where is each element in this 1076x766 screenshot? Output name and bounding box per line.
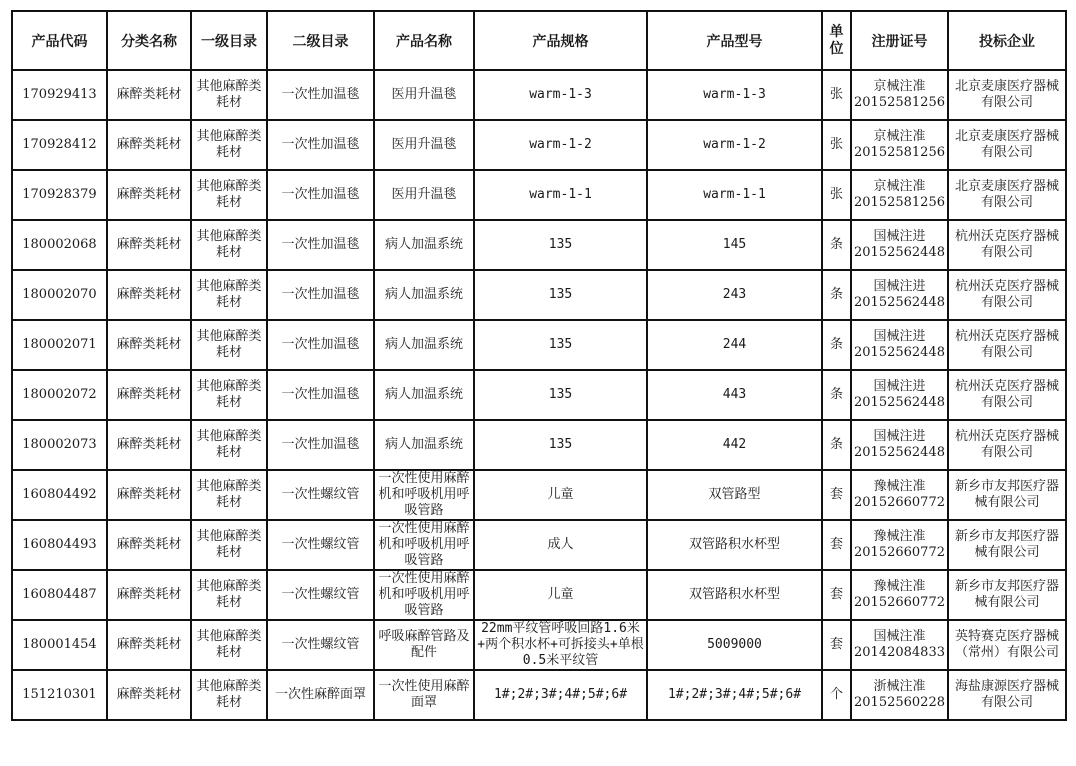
- cell-product-model: 5009000: [647, 620, 822, 670]
- cell-unit: 条: [822, 370, 851, 420]
- cell-bidding-company: 杭州沃克医疗器械有限公司: [948, 420, 1066, 470]
- column-header-level2-catalog: 二级目录: [267, 11, 374, 70]
- cell-bidding-company: 杭州沃克医疗器械有限公司: [948, 270, 1066, 320]
- table-row: [12, 370, 1066, 420]
- table-row: [12, 420, 1066, 470]
- cell-product-name: 医用升温毯: [374, 70, 474, 120]
- cell-product-spec: warm-1-3: [474, 70, 647, 120]
- cell-product-model: 1#;2#;3#;4#;5#;6#: [647, 670, 822, 720]
- cell-category-name: 麻醉类耗材: [107, 620, 191, 670]
- cell-registration-number: 浙械注准20152560228: [851, 670, 948, 720]
- cell-product-spec: 22mm平纹管呼吸回路1.6米+两个积水杯+可拆接头+单根0.5米平纹管: [474, 620, 647, 670]
- cell-bidding-company: 海盐康源医疗器械有限公司: [948, 670, 1066, 720]
- table-row: [12, 120, 1066, 170]
- cell-product-model: warm-1-3: [647, 70, 822, 120]
- cell-product-model: 243: [647, 270, 822, 320]
- cell-product-model: 244: [647, 320, 822, 370]
- cell-bidding-company: 杭州沃克医疗器械有限公司: [948, 320, 1066, 370]
- table-body: [12, 70, 1066, 720]
- cell-unit: 条: [822, 420, 851, 470]
- column-header-bidding-company: 投标企业: [948, 11, 1066, 70]
- cell-product-name: 医用升温毯: [374, 120, 474, 170]
- cell-level2-catalog: 一次性螺纹管: [267, 570, 374, 620]
- column-header-product-code: 产品代码: [12, 11, 107, 70]
- cell-level1-catalog: 其他麻醉类耗材: [191, 170, 267, 220]
- cell-level1-catalog: 其他麻醉类耗材: [191, 470, 267, 520]
- cell-product-spec: 成人: [474, 520, 647, 570]
- cell-unit: 套: [822, 620, 851, 670]
- cell-registration-number: 国械注准20142084833: [851, 620, 948, 670]
- table-row: [12, 620, 1066, 670]
- table-row: [12, 170, 1066, 220]
- cell-registration-number: 国械注进20152562448: [851, 270, 948, 320]
- cell-bidding-company: 英特赛克医疗器械（常州）有限公司: [948, 620, 1066, 670]
- cell-unit: 套: [822, 570, 851, 620]
- table-row: [12, 270, 1066, 320]
- cell-product-name: 病人加温系统: [374, 320, 474, 370]
- cell-bidding-company: 杭州沃克医疗器械有限公司: [948, 370, 1066, 420]
- cell-bidding-company: 北京麦康医疗器械有限公司: [948, 170, 1066, 220]
- header-row: [12, 11, 1066, 70]
- cell-product-code: 180002073: [12, 420, 107, 470]
- column-header-registration-number: 注册证号: [851, 11, 948, 70]
- cell-unit: 个: [822, 670, 851, 720]
- cell-level2-catalog: 一次性麻醉面罩: [267, 670, 374, 720]
- cell-level2-catalog: 一次性加温毯: [267, 270, 374, 320]
- cell-registration-number: 国械注进20152562448: [851, 420, 948, 470]
- cell-bidding-company: 北京麦康医疗器械有限公司: [948, 120, 1066, 170]
- cell-product-model: warm-1-1: [647, 170, 822, 220]
- cell-category-name: 麻醉类耗材: [107, 170, 191, 220]
- table-row: [12, 520, 1066, 570]
- cell-unit: 套: [822, 470, 851, 520]
- cell-level1-catalog: 其他麻醉类耗材: [191, 620, 267, 670]
- cell-product-code: 151210301: [12, 670, 107, 720]
- cell-bidding-company: 新乡市友邦医疗器械有限公司: [948, 470, 1066, 520]
- cell-level1-catalog: 其他麻醉类耗材: [191, 220, 267, 270]
- cell-category-name: 麻醉类耗材: [107, 470, 191, 520]
- cell-level1-catalog: 其他麻醉类耗材: [191, 70, 267, 120]
- cell-unit: 条: [822, 320, 851, 370]
- column-header-product-spec: 产品规格: [474, 11, 647, 70]
- cell-product-spec: 儿童: [474, 470, 647, 520]
- column-header-level1-catalog: 一级目录: [191, 11, 267, 70]
- cell-bidding-company: 杭州沃克医疗器械有限公司: [948, 220, 1066, 270]
- cell-registration-number: 国械注进20152562448: [851, 220, 948, 270]
- cell-category-name: 麻醉类耗材: [107, 520, 191, 570]
- cell-product-code: 160804492: [12, 470, 107, 520]
- cell-product-spec: 135: [474, 320, 647, 370]
- cell-level1-catalog: 其他麻醉类耗材: [191, 370, 267, 420]
- cell-product-name: 病人加温系统: [374, 270, 474, 320]
- cell-product-code: 180002072: [12, 370, 107, 420]
- cell-product-name: 病人加温系统: [374, 220, 474, 270]
- cell-product-model: 145: [647, 220, 822, 270]
- product-table: [11, 10, 1067, 721]
- cell-category-name: 麻醉类耗材: [107, 370, 191, 420]
- cell-product-spec: 1#;2#;3#;4#;5#;6#: [474, 670, 647, 720]
- cell-product-spec: warm-1-1: [474, 170, 647, 220]
- cell-product-model: 442: [647, 420, 822, 470]
- cell-product-name: 一次性使用麻醉机和呼吸机用呼吸管路: [374, 470, 474, 520]
- cell-category-name: 麻醉类耗材: [107, 570, 191, 620]
- cell-level2-catalog: 一次性加温毯: [267, 170, 374, 220]
- cell-product-code: 180002070: [12, 270, 107, 320]
- cell-product-name: 一次性使用麻醉机和呼吸机用呼吸管路: [374, 570, 474, 620]
- cell-category-name: 麻醉类耗材: [107, 70, 191, 120]
- cell-registration-number: 京械注准20152581256: [851, 120, 948, 170]
- cell-bidding-company: 新乡市友邦医疗器械有限公司: [948, 520, 1066, 570]
- cell-unit: 条: [822, 270, 851, 320]
- cell-product-name: 一次性使用麻醉面罩: [374, 670, 474, 720]
- table-row: [12, 320, 1066, 370]
- cell-category-name: 麻醉类耗材: [107, 320, 191, 370]
- cell-product-spec: 135: [474, 420, 647, 470]
- cell-product-spec: 儿童: [474, 570, 647, 620]
- cell-product-model: warm-1-2: [647, 120, 822, 170]
- cell-level2-catalog: 一次性加温毯: [267, 420, 374, 470]
- cell-level2-catalog: 一次性加温毯: [267, 120, 374, 170]
- column-header-product-model: 产品型号: [647, 11, 822, 70]
- cell-registration-number: 国械注进20152562448: [851, 320, 948, 370]
- cell-product-name: 病人加温系统: [374, 370, 474, 420]
- cell-level1-catalog: 其他麻醉类耗材: [191, 670, 267, 720]
- column-header-product-name: 产品名称: [374, 11, 474, 70]
- cell-unit: 条: [822, 220, 851, 270]
- cell-category-name: 麻醉类耗材: [107, 670, 191, 720]
- cell-unit: 张: [822, 170, 851, 220]
- cell-product-name: 病人加温系统: [374, 420, 474, 470]
- cell-bidding-company: 新乡市友邦医疗器械有限公司: [948, 570, 1066, 620]
- cell-product-model: 443: [647, 370, 822, 420]
- cell-level2-catalog: 一次性加温毯: [267, 70, 374, 120]
- cell-level2-catalog: 一次性加温毯: [267, 370, 374, 420]
- cell-category-name: 麻醉类耗材: [107, 420, 191, 470]
- column-header-category-name: 分类名称: [107, 11, 191, 70]
- cell-bidding-company: 北京麦康医疗器械有限公司: [948, 70, 1066, 120]
- cell-unit: 张: [822, 120, 851, 170]
- cell-level2-catalog: 一次性加温毯: [267, 220, 374, 270]
- cell-product-code: 160804493: [12, 520, 107, 570]
- cell-product-model: 双管路型: [647, 470, 822, 520]
- table-row: [12, 70, 1066, 120]
- cell-level2-catalog: 一次性螺纹管: [267, 520, 374, 570]
- cell-product-model: 双管路积水杯型: [647, 570, 822, 620]
- cell-level1-catalog: 其他麻醉类耗材: [191, 420, 267, 470]
- cell-category-name: 麻醉类耗材: [107, 120, 191, 170]
- cell-unit: 套: [822, 520, 851, 570]
- cell-registration-number: 豫械注准20152660772: [851, 570, 948, 620]
- cell-product-code: 160804487: [12, 570, 107, 620]
- cell-product-code: 180001454: [12, 620, 107, 670]
- cell-registration-number: 国械注进20152562448: [851, 370, 948, 420]
- cell-product-spec: 135: [474, 270, 647, 320]
- cell-product-name: 医用升温毯: [374, 170, 474, 220]
- cell-level1-catalog: 其他麻醉类耗材: [191, 570, 267, 620]
- cell-level1-catalog: 其他麻醉类耗材: [191, 520, 267, 570]
- cell-product-spec: 135: [474, 220, 647, 270]
- cell-product-spec: 135: [474, 370, 647, 420]
- cell-level1-catalog: 其他麻醉类耗材: [191, 320, 267, 370]
- table-row: [12, 470, 1066, 520]
- cell-level2-catalog: 一次性加温毯: [267, 320, 374, 370]
- cell-product-code: 180002068: [12, 220, 107, 270]
- column-header-unit: 单位: [822, 11, 851, 70]
- cell-product-model: 双管路积水杯型: [647, 520, 822, 570]
- cell-category-name: 麻醉类耗材: [107, 270, 191, 320]
- cell-product-code: 170928412: [12, 120, 107, 170]
- cell-registration-number: 京械注准20152581256: [851, 70, 948, 120]
- cell-level2-catalog: 一次性螺纹管: [267, 470, 374, 520]
- table-row: [12, 570, 1066, 620]
- cell-product-code: 170928379: [12, 170, 107, 220]
- cell-product-name: 呼吸麻醉管路及配件: [374, 620, 474, 670]
- cell-category-name: 麻醉类耗材: [107, 220, 191, 270]
- cell-product-code: 180002071: [12, 320, 107, 370]
- table-row: [12, 670, 1066, 720]
- cell-registration-number: 京械注准20152581256: [851, 170, 948, 220]
- cell-unit: 张: [822, 70, 851, 120]
- cell-level1-catalog: 其他麻醉类耗材: [191, 270, 267, 320]
- cell-product-name: 一次性使用麻醉机和呼吸机用呼吸管路: [374, 520, 474, 570]
- table-row: [12, 220, 1066, 270]
- cell-level2-catalog: 一次性螺纹管: [267, 620, 374, 670]
- cell-product-spec: warm-1-2: [474, 120, 647, 170]
- cell-registration-number: 豫械注准20152660772: [851, 470, 948, 520]
- cell-product-code: 170929413: [12, 70, 107, 120]
- cell-registration-number: 豫械注准20152660772: [851, 520, 948, 570]
- cell-level1-catalog: 其他麻醉类耗材: [191, 120, 267, 170]
